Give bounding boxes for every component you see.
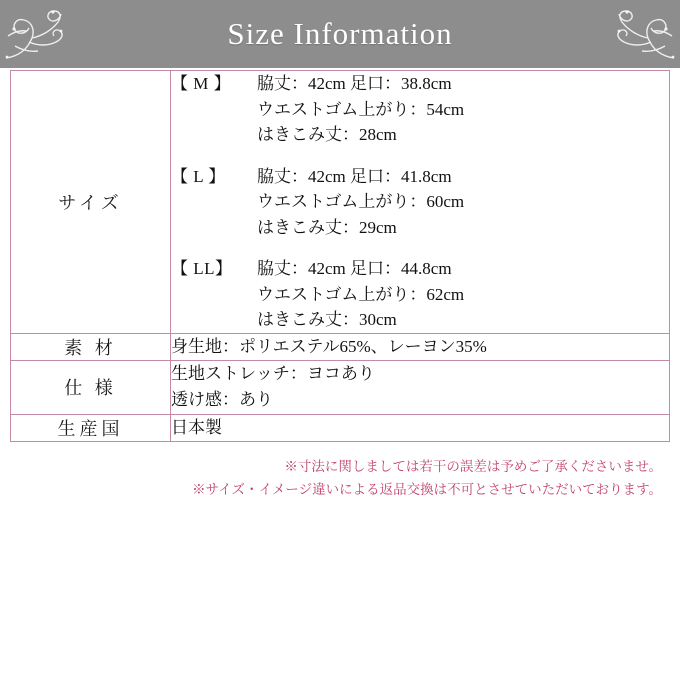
note-line: ※サイズ・イメージ違いによる返品交換は不可とさせていただいております。 [192,481,662,497]
header-banner [0,0,680,68]
measurement-line: はきこみ丈：29cm [257,217,397,237]
measurement-line: 脇丈：42cm 足口：44.8cm [257,259,452,278]
note-line: ※寸法に関しましては若干の誤差は予めご了承くださいませ。 [284,458,662,474]
spec-table-wrapper [0,70,680,442]
material-line: 身生地：ポリエステル65%、レーヨン35% [171,336,487,356]
table-row [11,360,670,414]
spec-table [10,70,670,442]
row-value-specification [171,360,670,414]
size-measurements [257,164,669,241]
floral-ornament-icon [2,6,76,62]
row-value-size [171,71,670,334]
row-value-origin [171,414,670,441]
row-label-origin: 生産国 [11,414,171,441]
size-name: 【 M 】 [171,74,232,93]
size-group-ll [171,256,669,333]
table-row [11,414,670,441]
size-group-l [171,164,669,241]
specification-line: 生地ストレッチ：ヨコあり [171,363,375,383]
measurement-line: ウエストゴム上がり：62cm [257,284,465,304]
page-title: Size Information [227,16,453,51]
measurement-line: ウエストゴム上がり：54cm [257,99,465,119]
notes-section [0,442,680,502]
size-measurements [257,256,669,333]
row-label-specification: 仕 様 [11,360,171,414]
table-row [11,71,670,334]
table-row [11,333,670,360]
measurement-line: はきこみ丈：28cm [257,125,397,144]
specification-line: 透け感：あり [171,390,273,410]
row-value-material [171,333,670,360]
measurement-line: はきこみ丈：30cm [257,310,397,329]
origin-line: 日本製 [171,417,222,437]
size-measurements [257,71,669,148]
size-name: 【 L 】 [171,166,226,186]
measurement-line: 脇丈：42cm 足口：38.8cm [257,74,452,93]
specification-lines [171,361,669,414]
size-name: 【 LL】 [171,259,233,278]
measurement-line: 脇丈：42cm 足口：41.8cm [257,166,452,186]
row-label-size: サイズ [11,71,171,334]
row-label-material: 素 材 [11,333,171,360]
size-group-m [171,71,669,148]
measurement-line: ウエストゴム上がり：60cm [257,192,465,211]
floral-ornament-icon [604,6,678,62]
